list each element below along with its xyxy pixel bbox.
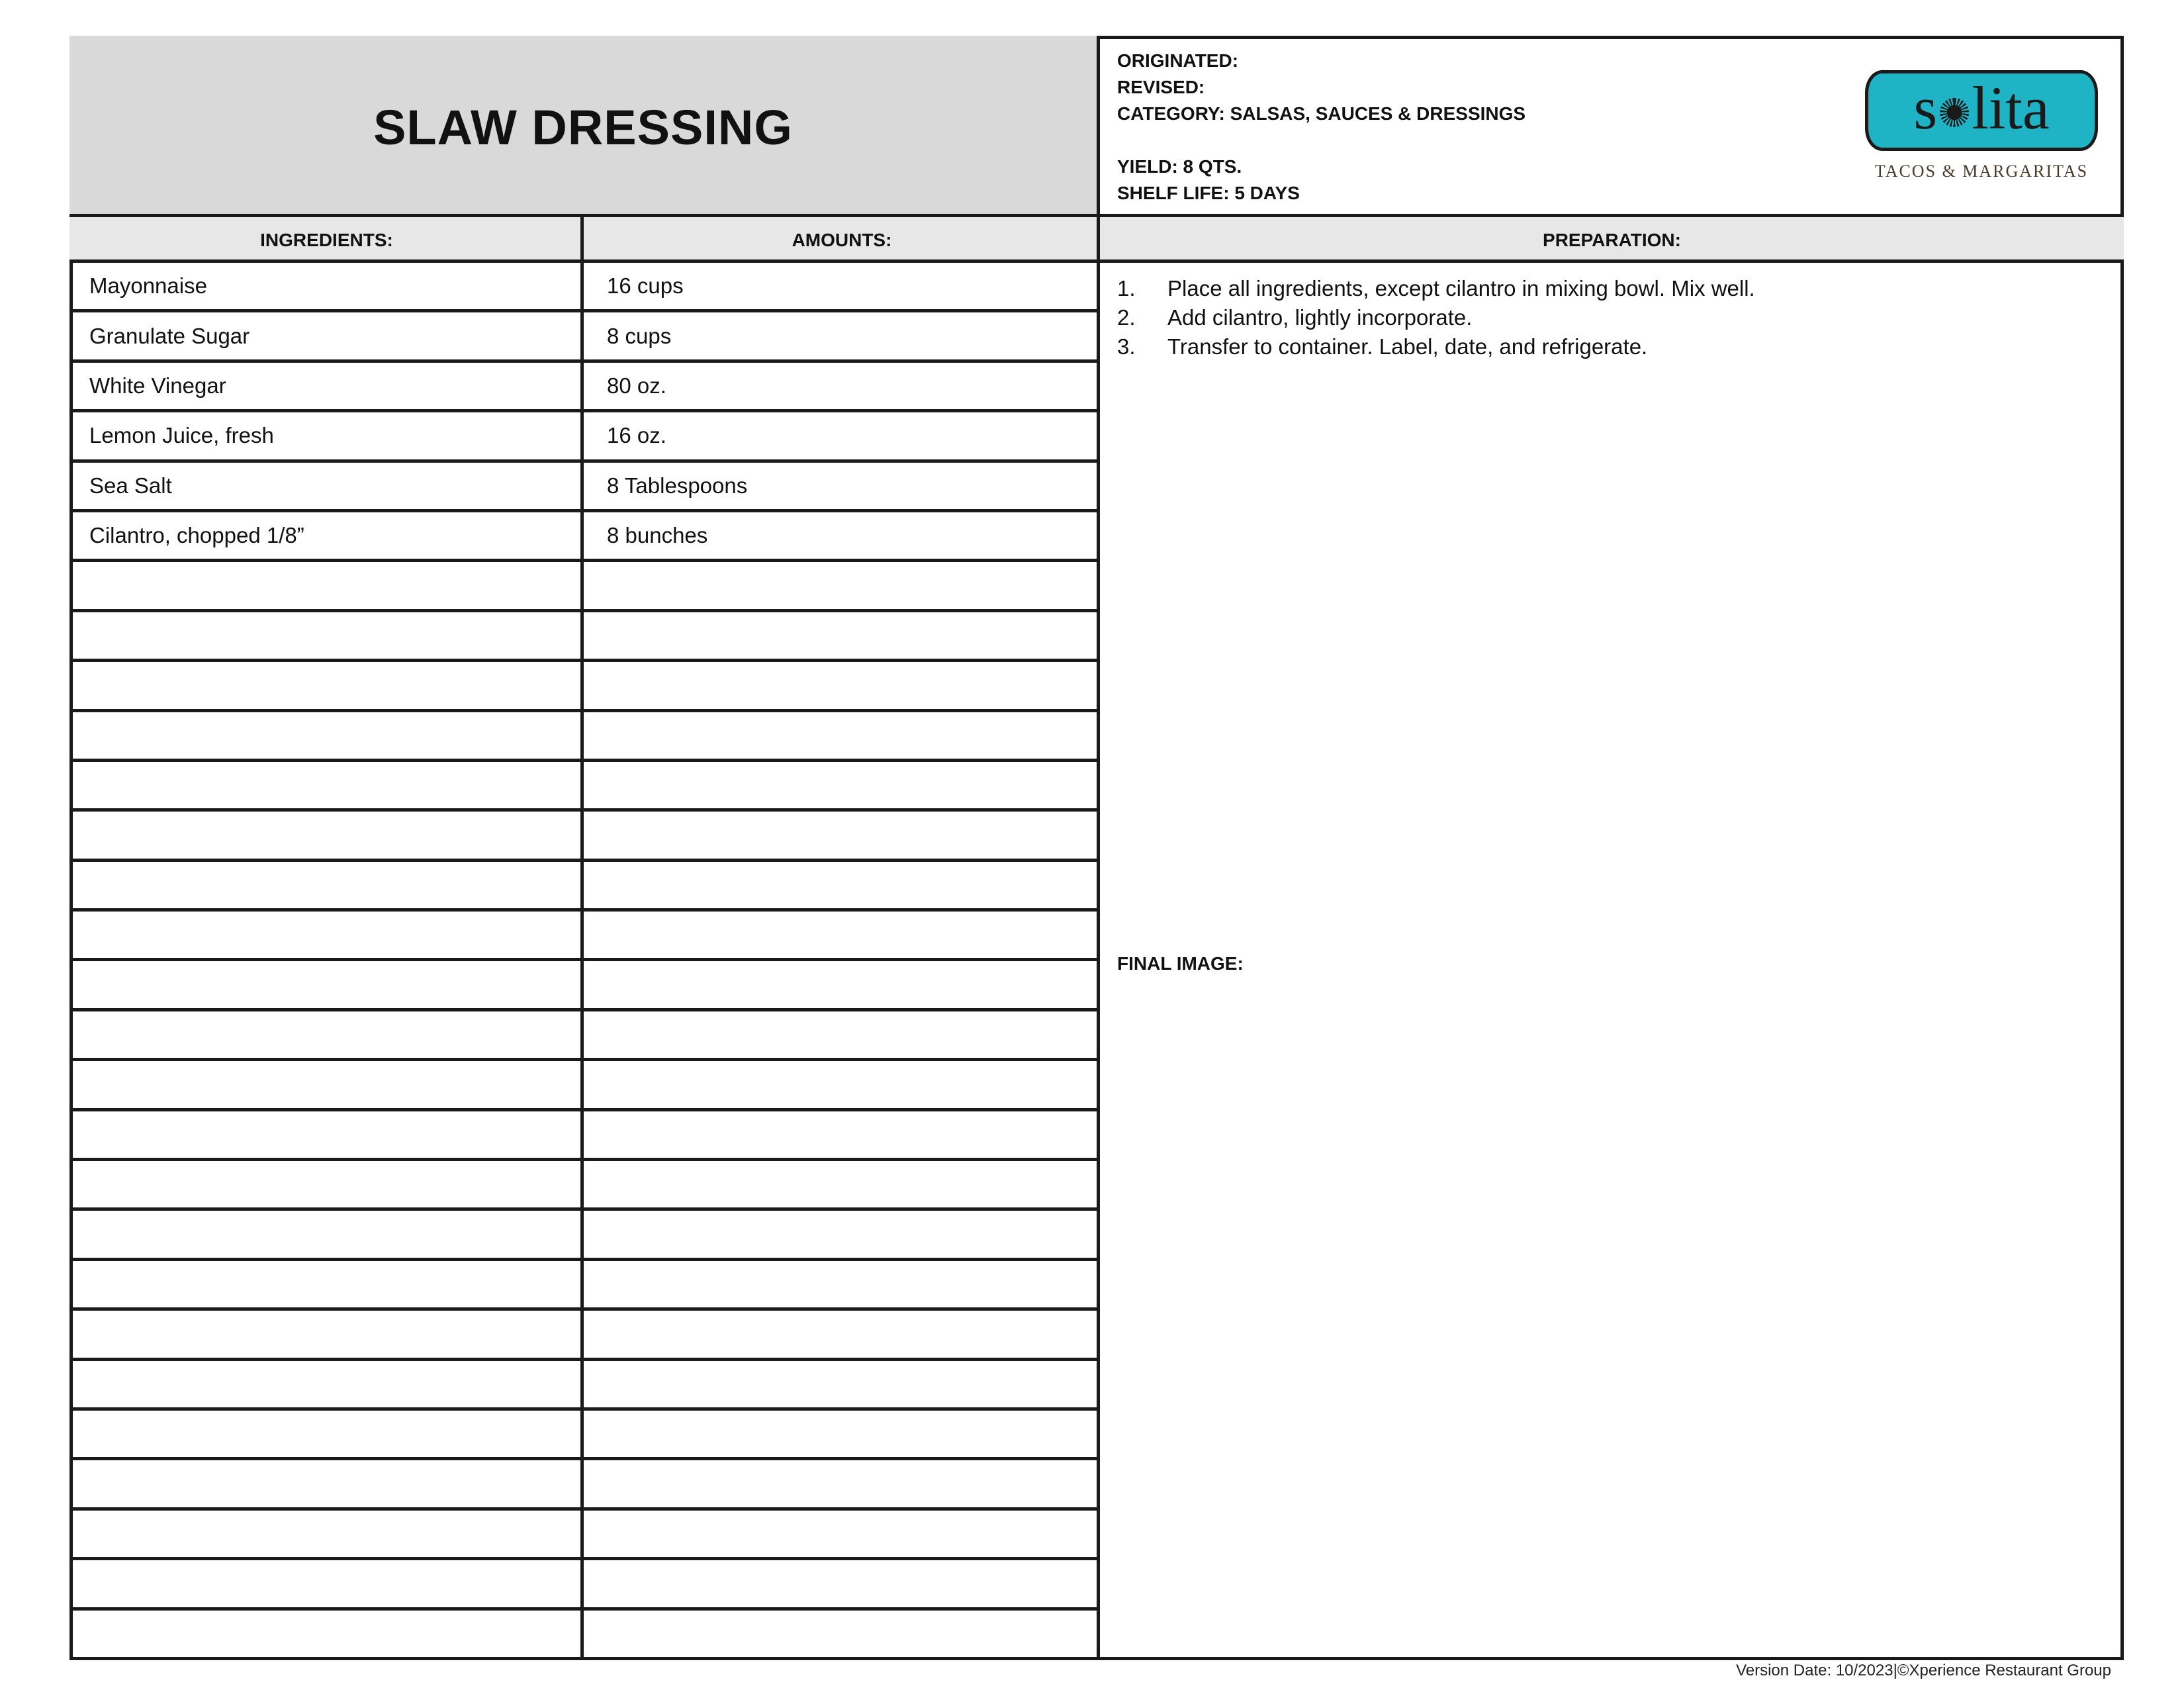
table-row [69, 363, 1100, 412]
ingredient-cell: Cilantro, chopped 1/8” [89, 523, 304, 548]
amount-cell: 16 oz. [607, 423, 666, 448]
recipe-meta [1117, 48, 1525, 207]
table-row [69, 1411, 1100, 1460]
step-text: Transfer to container. Label, date, and refrigerate. [1167, 334, 1648, 359]
shelf-life-label: SHELF LIFE: 5 DAYS [1117, 183, 1300, 203]
table-row [69, 1560, 1100, 1610]
step-number: 3. [1117, 334, 1136, 359]
final-image-label: FINAL IMAGE: [1117, 953, 1244, 974]
version-footer: Version Date: 10/2023|©Xperience Restaurant Group [1736, 1662, 2111, 1679]
table-row [69, 912, 1100, 961]
recipe-title: SLAW DRESSING [373, 100, 793, 155]
table-row [69, 961, 1100, 1011]
table-row [69, 1011, 1100, 1061]
ingredient-cell: Mayonnaise [89, 273, 207, 299]
preparation-header: PREPARATION: [1543, 229, 1681, 250]
ingredients-header: INGREDIENTS: [260, 229, 393, 250]
table-row [69, 712, 1100, 762]
step-number: 1. [1117, 276, 1136, 301]
amounts-header: AMOUNTS: [792, 229, 892, 250]
preparation-step [1117, 303, 1755, 332]
amount-cell: 16 cups [607, 273, 684, 299]
table-row [69, 1111, 1100, 1161]
table-row [69, 1511, 1100, 1560]
logo-tagline: TACOS & MARGARITAS [1874, 162, 2089, 181]
table-row [69, 762, 1100, 812]
table-row [69, 512, 1100, 562]
table-row [69, 1161, 1100, 1211]
preparation-step [1117, 332, 1755, 361]
table-row [69, 612, 1100, 662]
sun-icon [1940, 98, 1969, 127]
step-number: 2. [1117, 305, 1136, 330]
originated-label: ORIGINATED: [1117, 50, 1239, 71]
ingredients-table [69, 263, 1100, 1660]
solita-logo: s lita [1865, 70, 2098, 151]
preparation-steps [1117, 274, 1755, 361]
revised-label: REVISED: [1117, 77, 1205, 97]
category-label: CATEGORY: SALSAS, SAUCES & DRESSINGS [1117, 103, 1526, 124]
yield-label: YIELD: 8 QTS. [1117, 156, 1242, 177]
step-text: Place all ingredients, except cilantro in mixing bowl. Mix well. [1167, 276, 1755, 301]
table-row [69, 562, 1100, 612]
amount-cell: 8 Tablespoons [607, 473, 748, 498]
ingredient-cell: Granulate Sugar [89, 323, 250, 348]
table-row [69, 662, 1100, 712]
table-row [69, 463, 1100, 512]
preparation-step [1117, 274, 1755, 303]
step-text: Add cilantro, lightly incorporate. [1167, 305, 1473, 330]
table-row [69, 1061, 1100, 1111]
table-row [69, 1311, 1100, 1360]
table-row [69, 1460, 1100, 1510]
table-row [69, 1211, 1100, 1260]
amount-cell: 80 oz. [607, 373, 666, 398]
amount-cell: 8 bunches [607, 523, 708, 548]
table-row [69, 1361, 1100, 1411]
title-cell [69, 36, 1100, 217]
table-row [69, 1261, 1100, 1311]
ingredient-cell: Lemon Juice, fresh [89, 423, 274, 448]
table-row [69, 812, 1100, 861]
ingredient-cell: Sea Salt [89, 473, 172, 498]
table-row [69, 412, 1100, 462]
table-row [69, 1611, 1100, 1660]
table-row [69, 862, 1100, 912]
amount-cell: 8 cups [607, 323, 672, 348]
table-row [69, 263, 1100, 312]
ingredient-cell: White Vinegar [89, 373, 226, 398]
table-row [69, 312, 1100, 362]
